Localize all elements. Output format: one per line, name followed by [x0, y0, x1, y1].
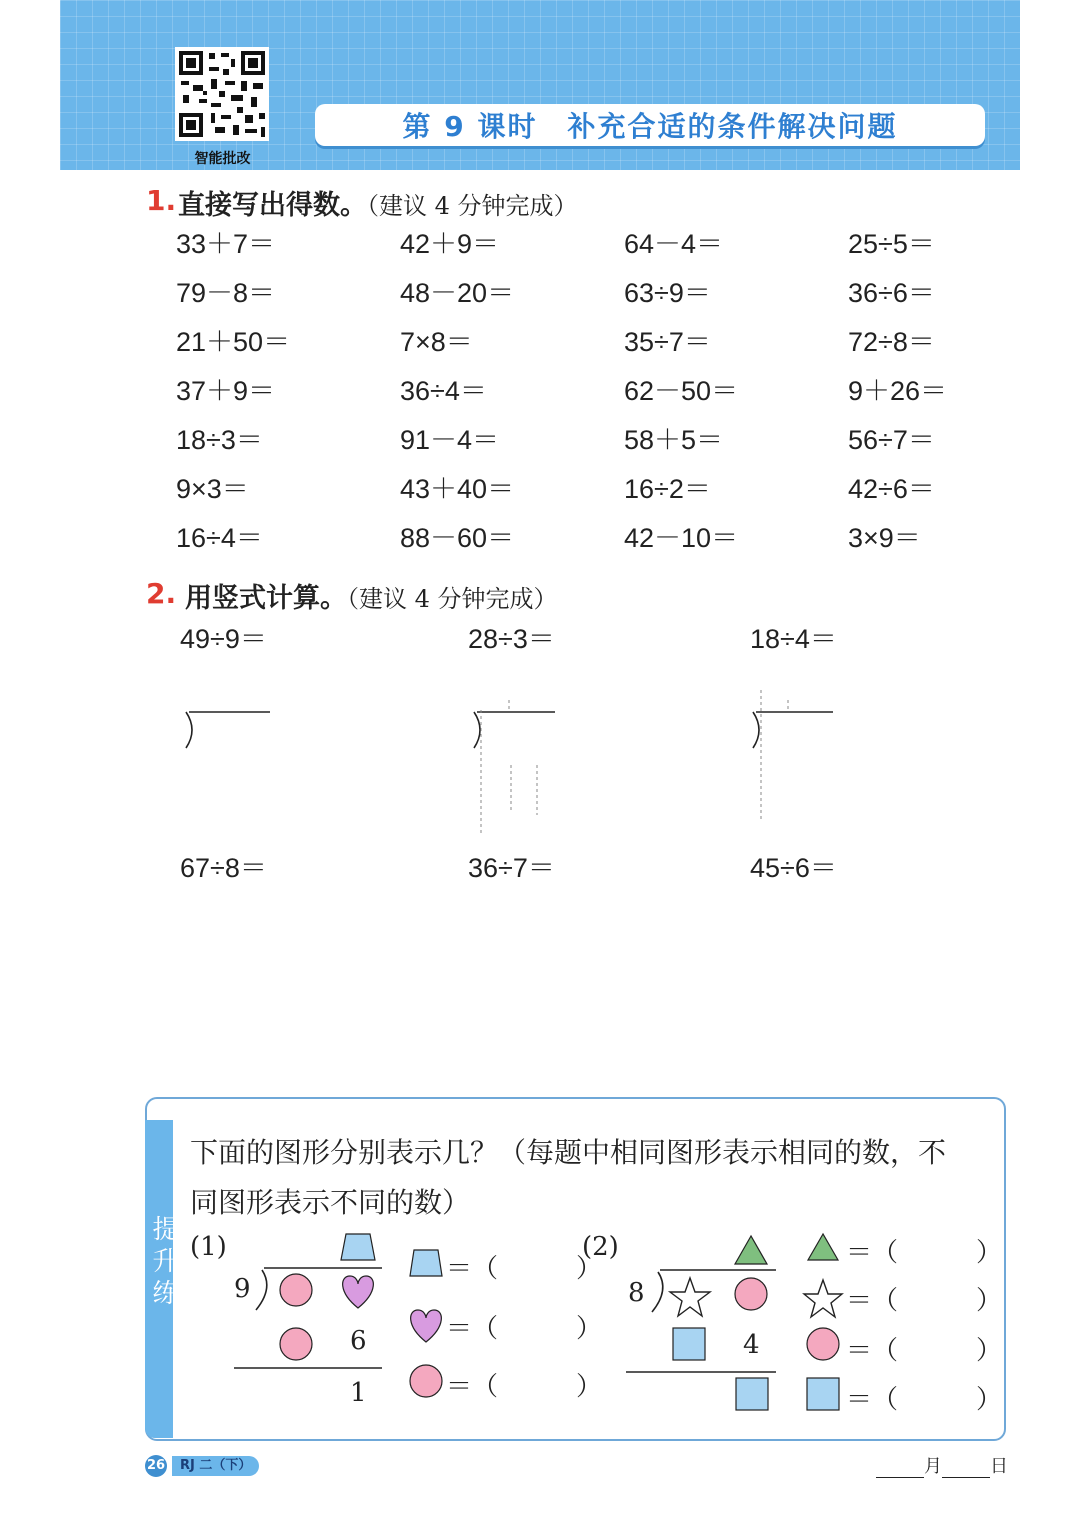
extension-tab-text: 提升练	[148, 1215, 178, 1311]
day-blank[interactable]	[942, 1459, 990, 1478]
q1-equation[interactable]: 36÷6＝	[848, 278, 935, 308]
part1-answer-trapezoid[interactable]: ＝（ ）	[446, 1254, 603, 1284]
day-label: 日	[990, 1456, 1008, 1477]
q1-equation[interactable]: 7×8＝	[400, 327, 473, 357]
bracket-3-curve	[753, 712, 759, 748]
square-shape	[736, 1378, 768, 1410]
triangle-shape	[735, 1236, 767, 1264]
part2-label: (2)	[582, 1232, 619, 1262]
part1-answer-heart[interactable]: ＝（ ）	[446, 1314, 603, 1344]
q2-equation[interactable]: 18÷4＝	[750, 624, 837, 654]
q1-equation[interactable]: 35÷7＝	[624, 327, 711, 357]
circle-legend-icon	[807, 1328, 839, 1360]
q1-number: 1.	[146, 184, 177, 217]
bracket-2-curve	[474, 712, 480, 748]
q2-number: 2.	[146, 577, 177, 610]
q1-equation[interactable]: 64－4＝	[624, 229, 724, 259]
q2-equation[interactable]: 49÷9＝	[180, 624, 267, 654]
part1-label: (1)	[190, 1232, 227, 1262]
qr-label: 智能批改	[194, 151, 251, 167]
q2-equation[interactable]: 28÷3＝	[468, 624, 555, 654]
date-field[interactable]	[876, 1452, 1008, 1478]
part2-answer-star[interactable]: ＝（ ）	[846, 1286, 1003, 1316]
q1-equation[interactable]: 42÷6＝	[848, 474, 935, 504]
month-label: 月	[924, 1456, 942, 1477]
part1-remainder: 1	[350, 1378, 367, 1408]
q1-equation[interactable]: 18÷3＝	[176, 425, 263, 455]
part1-divisor: 9	[234, 1274, 251, 1304]
square-shape	[673, 1328, 705, 1360]
q1-equation[interactable]: 56÷7＝	[848, 425, 935, 455]
q1-equation[interactable]: 88－60＝	[400, 523, 515, 553]
part1-bracket-curve	[256, 1270, 267, 1310]
q2-title-text: 用竖式计算。	[185, 583, 347, 614]
q1-hint: （建议 4 分钟完成）	[367, 192, 578, 220]
q1-equation[interactable]: 16÷2＝	[624, 474, 711, 504]
q1-equation[interactable]: 48－20＝	[400, 278, 515, 308]
bracket-1-curve	[186, 712, 192, 748]
q1-equation[interactable]: 72÷8＝	[848, 327, 935, 357]
q2-equation[interactable]: 45÷6＝	[750, 853, 837, 883]
circle-shape	[280, 1274, 312, 1306]
page-number: 26	[145, 1455, 167, 1477]
q1-equation[interactable]: 9×3＝	[176, 474, 249, 504]
q1-equation[interactable]: 91－4＝	[400, 425, 500, 455]
q2-equation[interactable]: 36÷7＝	[468, 853, 555, 883]
q1-equation[interactable]: 63÷9＝	[624, 278, 711, 308]
q1-equation[interactable]: 16÷4＝	[176, 523, 263, 553]
problem-line-1: 下面的图形分别表示几？（每题中相同图形表示相同的数，不	[190, 1136, 947, 1169]
star-shape	[670, 1278, 710, 1316]
q1-equation[interactable]: 21＋50＝	[176, 327, 291, 357]
lesson-title: 第 9 课时 补充合适的条件解决问题	[402, 110, 898, 143]
part1-answer-circle[interactable]: ＝（ ）	[446, 1372, 603, 1402]
q1-equation[interactable]: 79－8＝	[176, 278, 276, 308]
q1-equation[interactable]: 37＋9＝	[176, 376, 276, 406]
part2-divisor: 8	[628, 1278, 645, 1308]
q1-title-text: 直接写出得数。	[178, 190, 367, 221]
problem-line-2: 同图形表示不同的数）	[190, 1186, 471, 1219]
part2-bracket-curve	[652, 1272, 663, 1312]
trapezoid-legend-icon	[410, 1250, 442, 1276]
q1-equation[interactable]: 9＋26＝	[848, 376, 948, 406]
triangle-legend-icon	[808, 1234, 838, 1260]
q1-equation[interactable]: 43＋40＝	[400, 474, 515, 504]
circle-shape	[280, 1328, 312, 1360]
q1-equation[interactable]: 58＋5＝	[624, 425, 724, 455]
q1-equation[interactable]: 25÷5＝	[848, 229, 935, 259]
q1-equation[interactable]: 42＋9＝	[400, 229, 500, 259]
q1-equation[interactable]: 42－10＝	[624, 523, 739, 553]
square-legend-icon	[807, 1378, 839, 1410]
q1-equation[interactable]: 36÷4＝	[400, 376, 487, 406]
part2-answer-circle[interactable]: ＝（ ）	[846, 1336, 1003, 1366]
part2-answer-square[interactable]: ＝（ ）	[846, 1385, 1003, 1415]
circle-shape	[735, 1278, 767, 1310]
q1-equation[interactable]: 33＋7＝	[176, 229, 276, 259]
heart-legend-icon	[411, 1310, 442, 1342]
month-blank[interactable]	[876, 1459, 924, 1478]
circle-legend-icon	[410, 1365, 442, 1397]
q1-equation[interactable]: 62－50＝	[624, 376, 739, 406]
part2-digit-four: 4	[743, 1330, 760, 1360]
part1-digit-six: 6	[350, 1326, 367, 1356]
part2-answer-triangle[interactable]: ＝（ ）	[846, 1238, 1003, 1268]
q2-equation[interactable]: 67÷8＝	[180, 853, 267, 883]
edition-tag: RJ 二（下）	[172, 1456, 259, 1476]
star-legend-icon	[804, 1280, 842, 1317]
trapezoid-shape	[341, 1234, 375, 1260]
q1-equation[interactable]: 3×9＝	[848, 523, 921, 553]
q2-hint: （建议 4 分钟完成）	[347, 585, 558, 613]
heart-shape	[343, 1276, 374, 1308]
